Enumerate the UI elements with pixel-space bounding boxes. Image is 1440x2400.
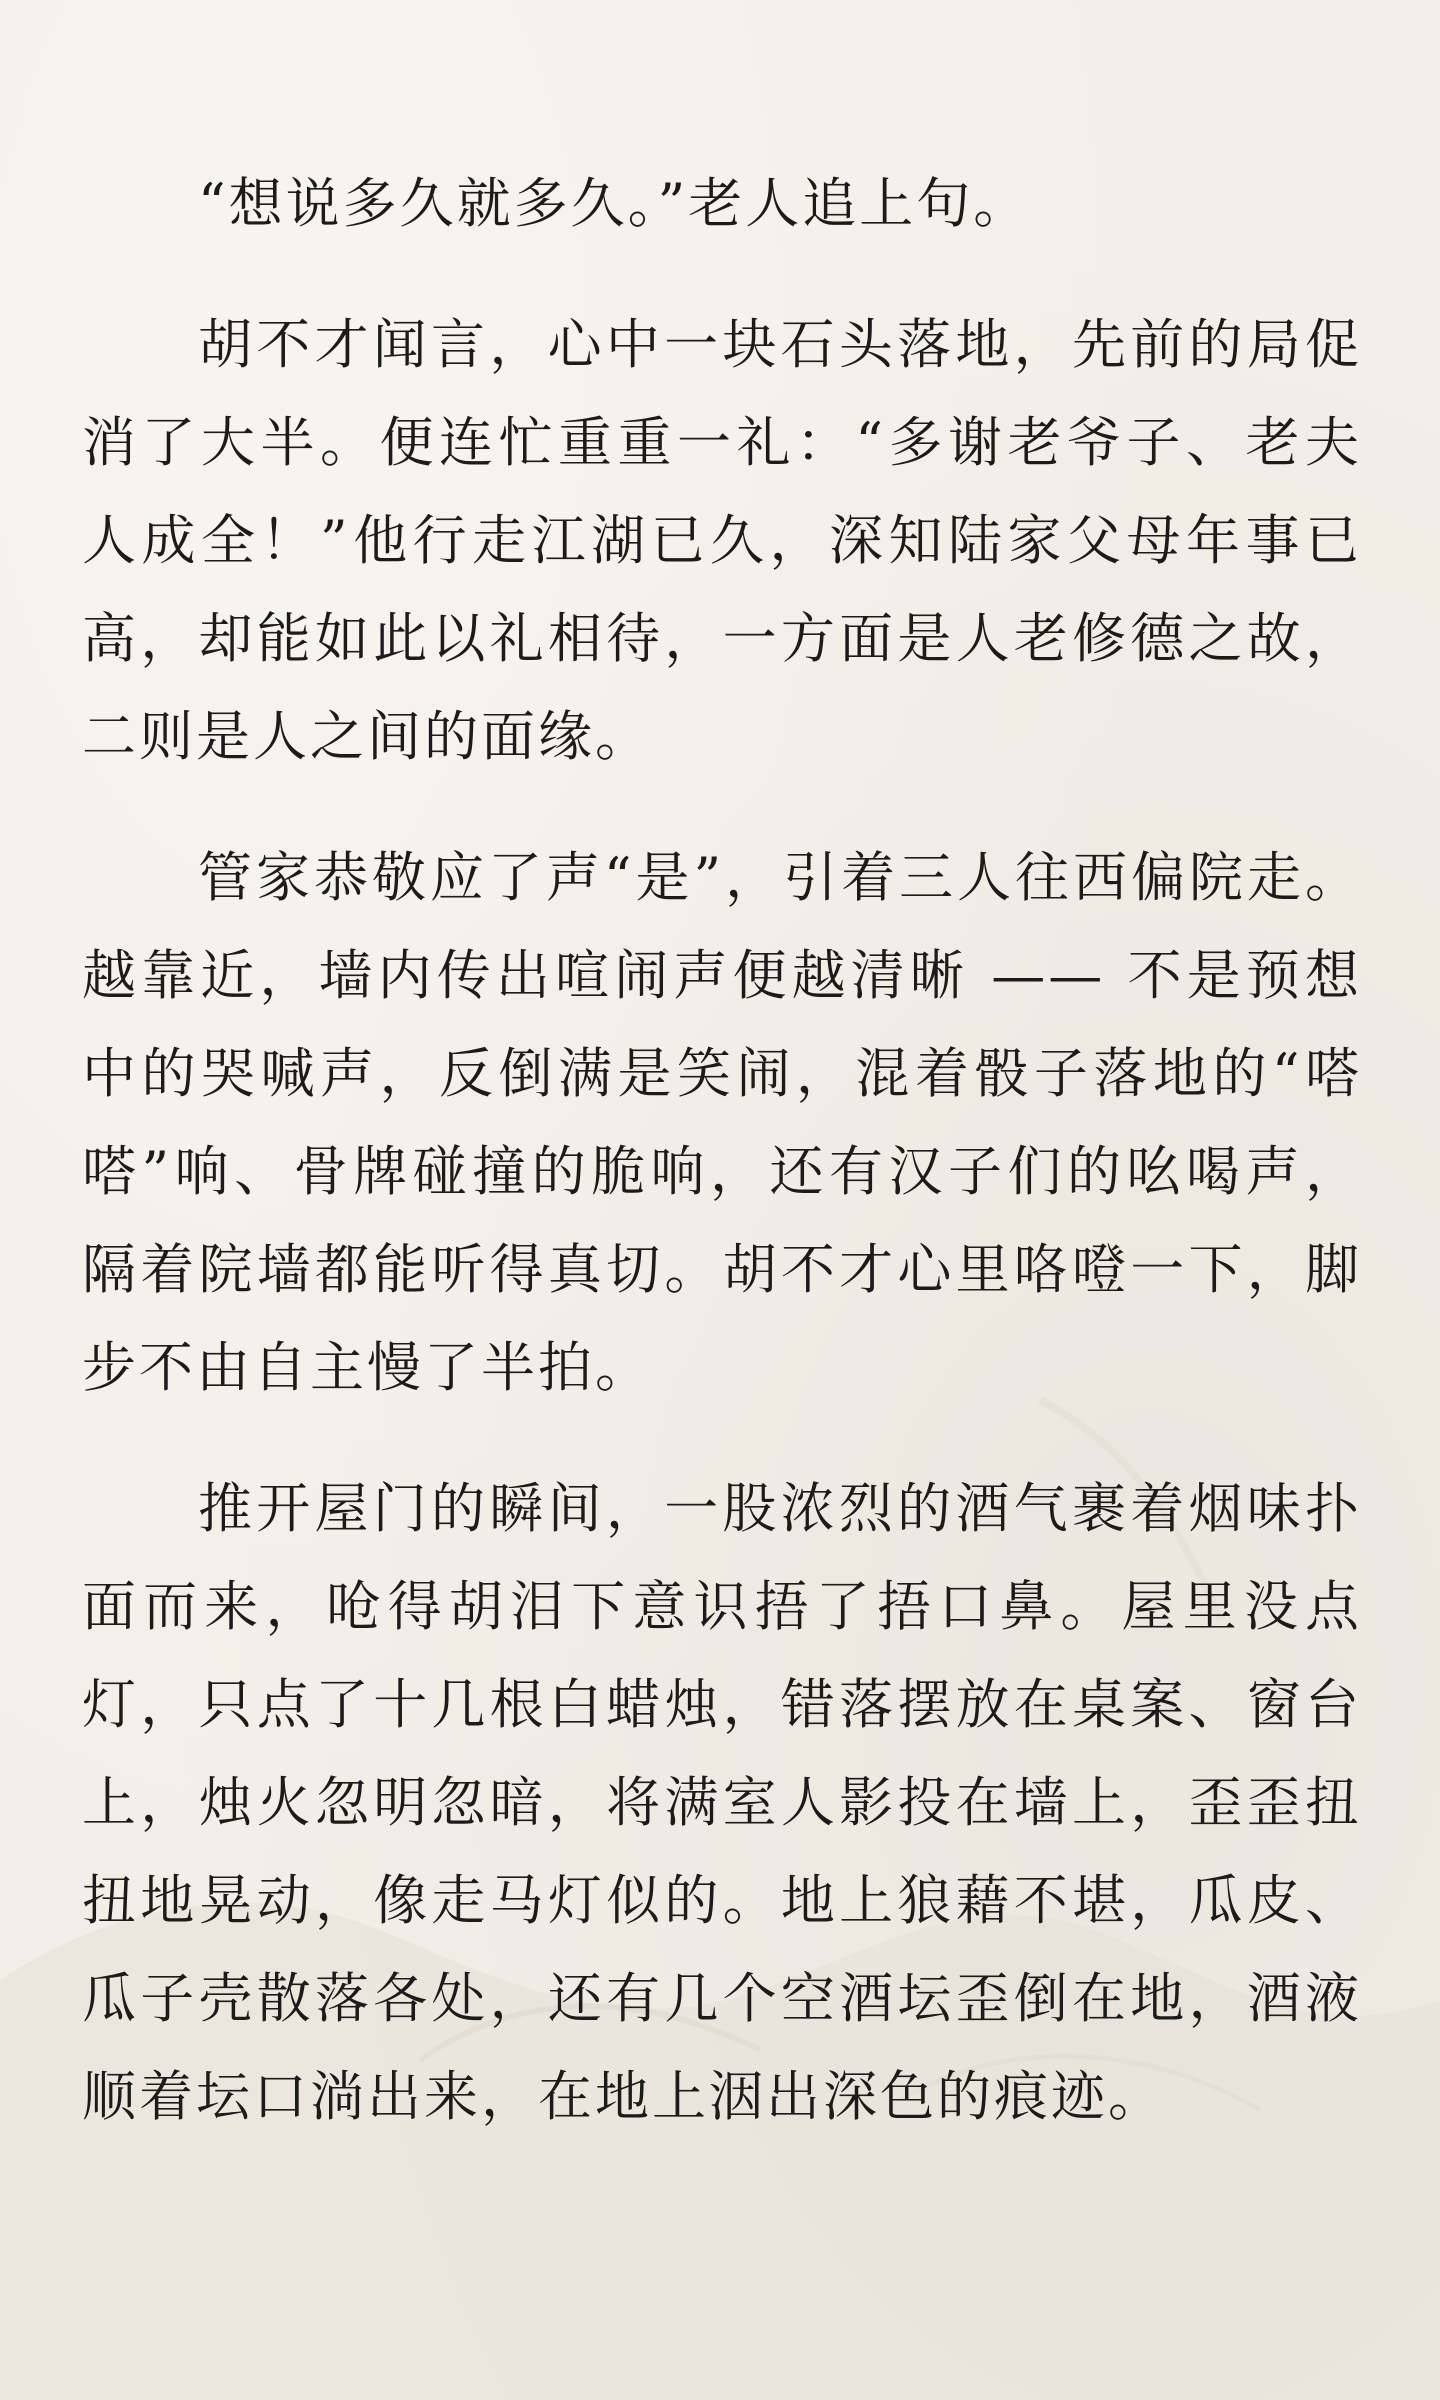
paragraph-2: 胡不才闻言，心中一块石头落地，先前的局促消了大半。便连忙重重一礼：“多谢老爷子、老夫人成全！”他行走江湖已久，深知陆家父母年事已高，却能如此以礼相待，一方面是人老修德之故，二则是人之间的面缘。 [82,313,1362,768]
paragraph-1: “想说多久就多久。”老人追上句。 [198,172,1031,235]
story-text-page [82,155,1362,2189]
paragraph-3: 管家恭敬应了声“是”，引着三人往西偏院走。越靠近，墙内传出喧闹声便越清晰 —— 不是预想中的哭喊声，反倒满是笑闹，混着骰子落地的“嗒嗒”响、骨牌碰撞的脆响，还有汉子们的吆喝声，隔着院墙都能听得真切。胡不才心里咯噔一下，脚步不由自主慢了半拍。 [82,846,1362,1399]
paragraph-4: 推开屋门的瞬间，一股浓烈的酒气裹着烟味扑面而来，呛得胡泪下意识捂了捂口鼻。屋里没点灯，只点了十几根白蜡烛，错落摆放在桌案、窗台上，烛火忽明忽暗，将满室人影投在墙上，歪歪扭扭地晃动，像走马灯似的。地上狼藉不堪，瓜皮、瓜子壳散落各处，还有几个空酒坛歪倒在地，酒液顺着坛口淌出来，在地上洇出深色的痕迹。 [82,1477,1362,2128]
